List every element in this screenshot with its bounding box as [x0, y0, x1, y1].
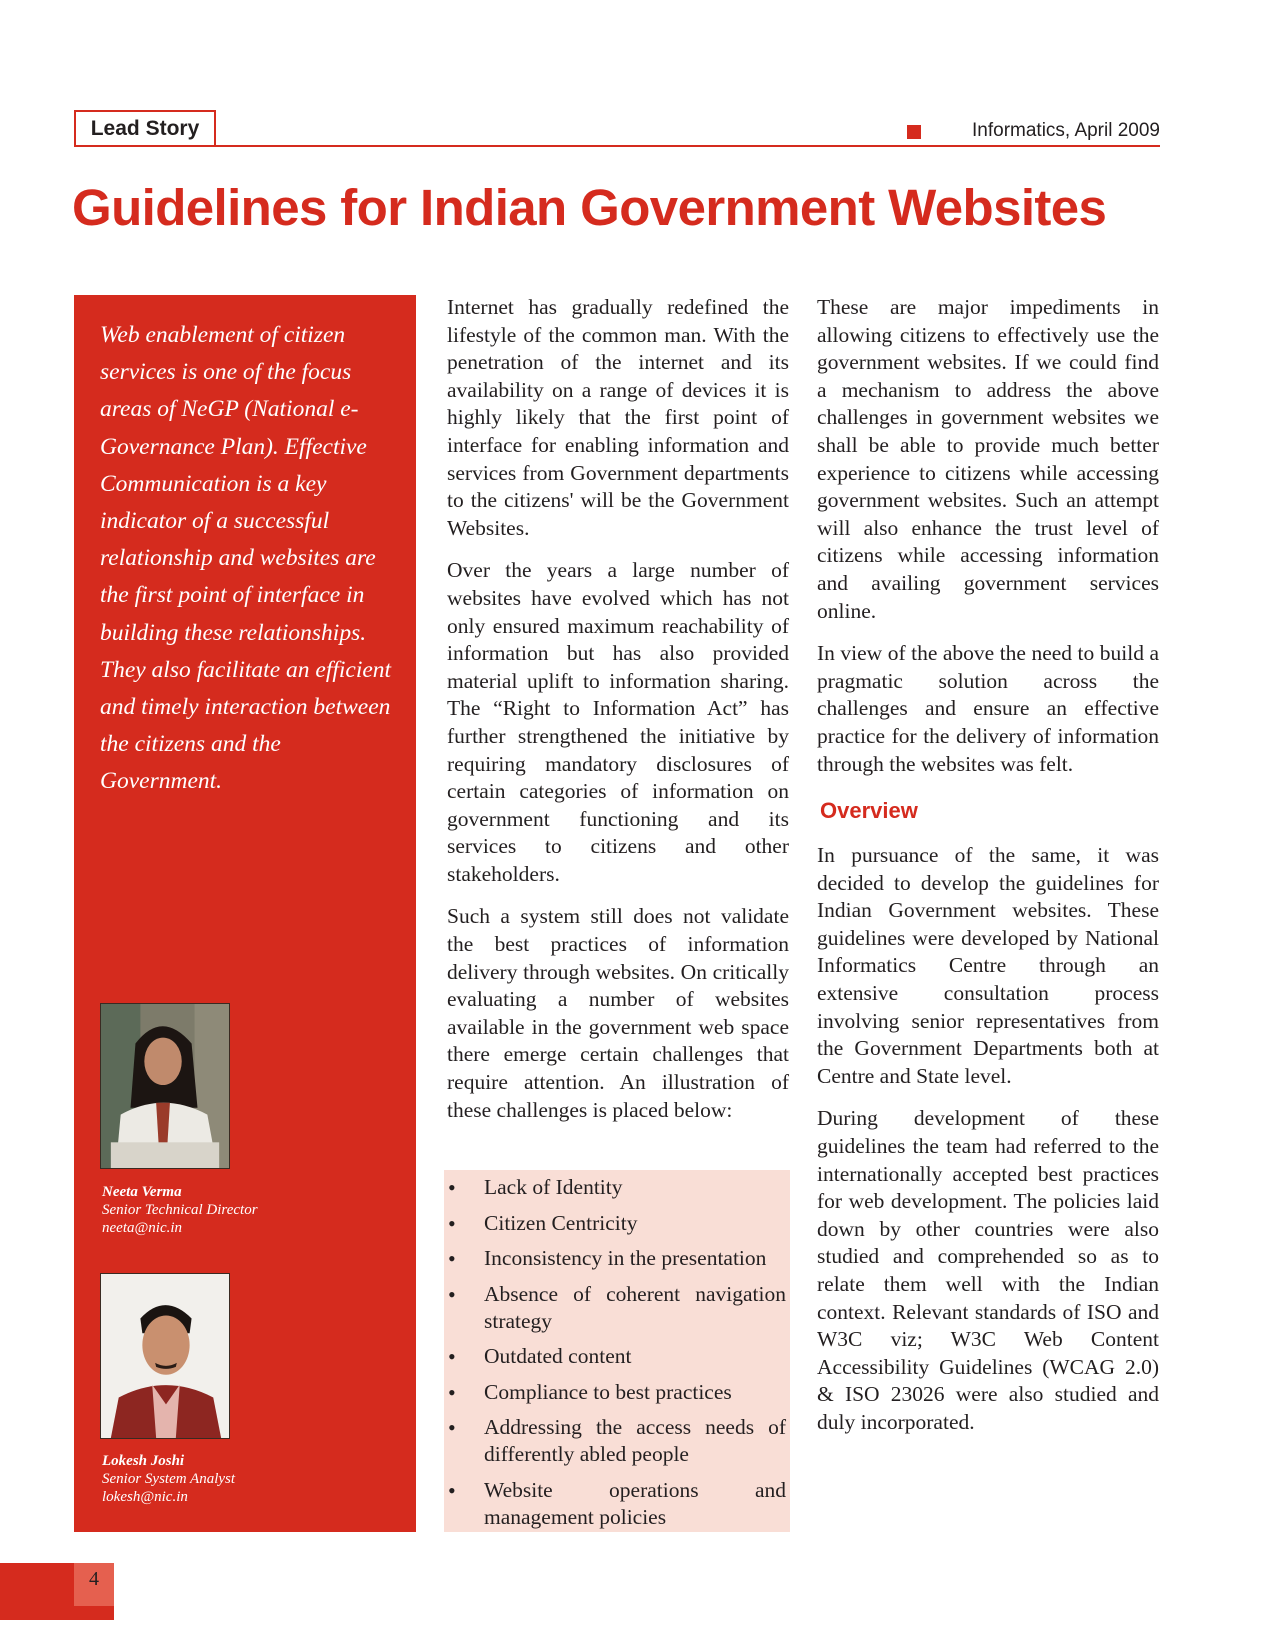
- paragraph: In pursuance of the same, it was decided to develop the guidelines for Indian Government websites. These guidelines were developed by National Informatics Centre through an extensive consultation process involving senior representatives from the Government Departments both at Centre and State level.: [817, 843, 1159, 1088]
- pull-quote: Web enablement of citizen services is one of the focus areas of NeGP (National e-Governance Plan). Effective Communication is a key indicator of a successful relationship and websites are the first point of interface in building these relationships. They also facilitate an efficient and timely interaction between the citizens and the Government.: [100, 322, 392, 795]
- list-item: • Website operations and management policies: [444, 1477, 786, 1531]
- list-item: • Inconsistency in the presentation: [444, 1245, 786, 1272]
- paragraph: Such a system still does not validate the best practices of information delivery through websites. On critically evaluating a number of websites available in the government web space there emerge certain challenges that require attention. An illustration of these challenges is placed below:: [447, 904, 789, 1122]
- author-email: neeta@nic.in: [102, 1220, 183, 1236]
- section-label: Lead Story: [74, 110, 216, 147]
- author-name: Neeta Verma: [102, 1184, 182, 1200]
- subheading-overview: Overview: [820, 798, 918, 824]
- header-rule: [216, 145, 1160, 147]
- paragraph: In view of the above the need to build a pragmatic solution across the challenges and ensure an effective practice for the delivery of information through the websites was felt.: [817, 641, 1159, 776]
- paragraph: Internet has gradually redefined the lifestyle of the common man. With the penetration of the internet and its availability on a range of devices it is highly likely that the first point of interface for enabling information and services from Government departments to the citizens' will be the Government Websites.: [447, 295, 789, 540]
- challenges-list: [444, 1174, 786, 1531]
- page-number: 4: [89, 1568, 99, 1590]
- portrait-image: [101, 1274, 229, 1438]
- author-email: lokesh@nic.in: [102, 1489, 188, 1505]
- list-item: • Outdated content: [444, 1343, 786, 1370]
- footer-bar: [74, 1606, 114, 1620]
- body-column-2: [817, 294, 1159, 1452]
- paragraph: During development of these guidelines the team had referred to the internationally accepted best practices for web development. The policies laid down by other countries were also studied and comprehended so as to relate them well with the Indian context. Relevant standards of ISO and W3C viz; W3C Web Content Accessibility Guidelines (WCAG 2.0) & ISO 23026 were also studied and duly incorporated.: [817, 1106, 1159, 1434]
- author-lokesh-joshi: [102, 1452, 235, 1506]
- article-title: Guidelines for Indian Government Websites: [72, 179, 1107, 236]
- list-item: • Absence of coherent navigation strategy: [444, 1281, 786, 1335]
- list-item: • Compliance to best practices: [444, 1379, 786, 1406]
- author-name: Lokesh Joshi: [102, 1453, 185, 1469]
- author-role: Senior System Analyst: [102, 1471, 236, 1487]
- list-item: • Addressing the access needs of differently abled people: [444, 1414, 786, 1468]
- list-item: • Citizen Centricity: [444, 1210, 786, 1237]
- author-neeta-verma: [102, 1183, 258, 1237]
- author-role: Senior Technical Director: [102, 1202, 258, 1218]
- header-square-marker: [907, 125, 921, 139]
- author-photo-lokesh-joshi: [100, 1273, 230, 1439]
- sidebar: [74, 295, 416, 1532]
- challenges-box: [444, 1170, 790, 1532]
- portrait-image: [101, 1004, 229, 1168]
- issue-label: Informatics, April 2009: [972, 120, 1160, 141]
- paragraph: Over the years a large number of websites have evolved which has not only ensured maximum reachability of information but has also provided material uplift to information sharing. The “Right to Information Act” has further strengthened the initiative by requiring mandatory disclosures of certain categories of information on government functioning and its services to citizens and other stakeholders.: [447, 558, 789, 886]
- body-column-1: [447, 294, 789, 1139]
- list-item: • Lack of Identity: [444, 1174, 786, 1201]
- footer-block: [0, 1563, 74, 1620]
- paragraph: These are major impediments in allowing citizens to effectively use the government websites. If we could find a mechanism to address the above challenges in government websites we shall be able to provide much better experience to citizens while accessing government websites. Such an attempt will also enhance the trust level of citizens while accessing information and availing government services online.: [817, 295, 1159, 623]
- author-photo-neeta-verma: [100, 1003, 230, 1169]
